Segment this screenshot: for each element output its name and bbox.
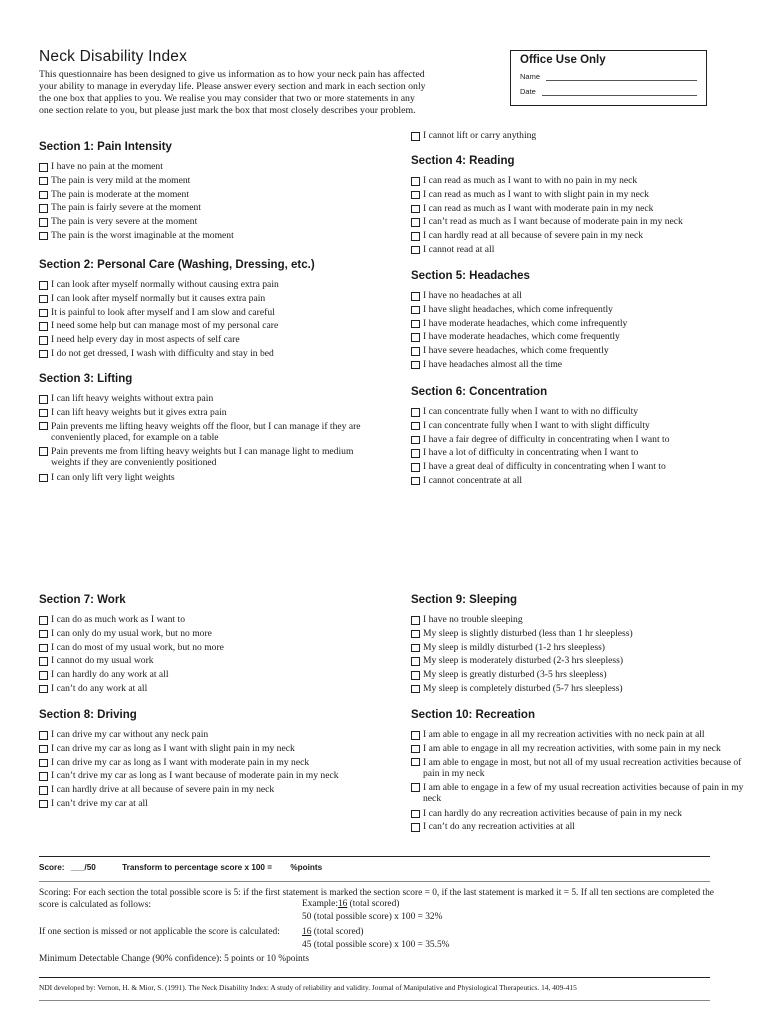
option-item[interactable]: I can drive my car as long as I want with slight pain in my neck — [39, 742, 339, 756]
section-sleeping — [411, 594, 633, 696]
checkbox-icon[interactable] — [39, 395, 48, 404]
option-item[interactable]: I can’t do any recreation activities at all — [411, 820, 757, 834]
checkbox-icon[interactable] — [39, 447, 48, 456]
section-work — [39, 594, 224, 696]
option-item[interactable]: I can’t do any work at all — [39, 682, 224, 696]
checkbox-icon[interactable] — [411, 783, 420, 792]
option-item[interactable]: I can do as much work as I want to — [39, 613, 224, 627]
checkbox-icon[interactable] — [39, 295, 48, 304]
score-label: Score: — [39, 863, 65, 872]
checkbox-icon[interactable] — [39, 616, 48, 625]
section-title: Section 9: Sleeping — [411, 594, 518, 606]
option-item[interactable]: I have a lot of difficulty in concentrating when I want to — [411, 446, 670, 460]
checkbox-icon[interactable] — [411, 758, 420, 767]
checkbox-icon[interactable] — [39, 204, 48, 213]
checkbox-icon[interactable] — [411, 232, 420, 241]
citation-footer: NDI developed by: Vernon, H. & Mior, S. (1991). The Neck Disability Index: A study of reliability and validity. Journal of Manipulative and Physiological Therapeutics. 14, 409-415 — [39, 983, 577, 992]
option-item[interactable]: I can drive my car without any neck pain — [39, 728, 339, 742]
footer-bottom-divider — [39, 1000, 710, 1001]
option-item[interactable]: I can only do my usual work, but no more — [39, 627, 224, 641]
option-item[interactable]: I am able to engage in a few of my usual recreation activities because of pain in my neck — [411, 781, 757, 804]
missed-value: 16 — [302, 927, 312, 937]
option-item[interactable]: I have no trouble sleeping — [411, 613, 633, 627]
checkbox-icon[interactable] — [411, 449, 420, 458]
option-item[interactable]: I can’t read as much as I want because of moderate pain in my neck — [411, 215, 683, 229]
checkbox-icon[interactable] — [411, 823, 420, 832]
minimum-detectable-change: Minimum Detectable Change (90% confidence): 5 points or 10 %points — [39, 954, 309, 964]
section-recreation — [411, 709, 757, 834]
option-item[interactable]: I need help every day in most aspects of self care — [39, 333, 315, 347]
example-formula: 50 (total possible score) x 100 = 32% — [302, 912, 443, 922]
checkbox-icon[interactable] — [39, 759, 48, 768]
checkbox-icon[interactable] — [39, 657, 48, 666]
section-title: Section 6: Concentration — [411, 386, 548, 398]
option-item[interactable]: I am able to engage in all my recreation activities, with some pain in my neck — [411, 742, 757, 756]
checkbox-icon[interactable] — [39, 671, 48, 680]
option-item[interactable]: My sleep is mildly disturbed (1-2 hrs sleepless) — [411, 641, 633, 655]
checkbox-icon[interactable] — [39, 163, 48, 172]
checkbox-icon[interactable] — [39, 309, 48, 318]
checkbox-icon[interactable] — [411, 205, 420, 214]
checkbox-icon[interactable] — [411, 810, 420, 819]
option-item[interactable]: I can do most of my usual work, but no more — [39, 641, 224, 655]
option-item[interactable]: I can read as much as I want to with slight pain in my neck — [411, 188, 683, 202]
checkbox-icon[interactable] — [411, 616, 420, 625]
checkbox-icon[interactable] — [39, 731, 48, 740]
option-item[interactable]: The pain is fairly severe at the moment — [39, 201, 234, 215]
checkbox-icon[interactable] — [39, 350, 48, 359]
checkbox-icon[interactable] — [39, 685, 48, 694]
option-item[interactable]: I have moderate headaches, which come infrequently — [411, 317, 627, 331]
section-title: Section 10: Recreation — [411, 709, 535, 721]
score-field[interactable]: ___/50 — [70, 863, 96, 872]
checkbox-icon[interactable] — [39, 772, 48, 781]
checkbox-icon[interactable] — [39, 191, 48, 200]
office-date-label: Date — [520, 87, 536, 96]
option-item[interactable]: The pain is moderate at the moment — [39, 188, 234, 202]
missed-scored-label: (total scored) — [311, 927, 364, 937]
checkbox-icon[interactable] — [39, 177, 48, 186]
checkbox-icon[interactable] — [411, 132, 420, 141]
checkbox-icon[interactable] — [39, 409, 48, 418]
missed-formula: 45 (total possible score) x 100 = 35.5% — [302, 940, 450, 950]
section-title: Section 4: Reading — [411, 155, 515, 167]
points-label: %points — [290, 863, 323, 872]
option-item[interactable]: I can only lift very light weights — [39, 471, 379, 485]
checkbox-icon[interactable] — [411, 422, 420, 431]
section-reading — [411, 155, 683, 257]
checkbox-icon[interactable] — [411, 246, 420, 255]
option-item[interactable]: I can’t drive my car as long as I want because of moderate pain in my neck — [39, 769, 339, 783]
section-title: Section 3: Lifting — [39, 373, 133, 385]
option-item[interactable]: It is painful to look after myself and I am slow and careful — [39, 306, 315, 320]
option-item[interactable]: I do not get dressed, I wash with difficulty and stay in bed — [39, 347, 315, 361]
option-item[interactable]: I have slight headaches, which come infrequently — [411, 303, 627, 317]
office-date-field[interactable] — [542, 87, 697, 96]
section-title: Section 1: Pain Intensity — [39, 141, 172, 153]
checkbox-icon[interactable] — [411, 657, 420, 666]
checkbox-icon[interactable] — [39, 800, 48, 809]
example-value: 16 — [337, 899, 348, 909]
checkbox-icon[interactable] — [39, 786, 48, 795]
option-item[interactable]: I can lift heavy weights without extra pain — [39, 392, 379, 406]
option-item[interactable]: I cannot do my usual work — [39, 654, 224, 668]
option-item[interactable]: I have headaches almost all the time — [411, 358, 627, 372]
footer-divider — [39, 977, 710, 978]
intro-text: This questionnaire has been designed to give us information as to how your neck pain has affected your ability to manage in everyday life. Please answer every section and mark in each section only the one box that applies to you. We realise you may consider that two or more statements in any one section relate to you, but please just mark the box that most closely describes your problem. — [39, 69, 426, 116]
checkbox-icon[interactable] — [411, 745, 420, 754]
checkbox-icon[interactable] — [411, 191, 420, 200]
missed-scored-row — [302, 927, 363, 937]
checkbox-icon[interactable] — [411, 436, 420, 445]
checkbox-icon[interactable] — [39, 336, 48, 345]
checkbox-icon[interactable] — [39, 644, 48, 653]
option-item[interactable]: I have no headaches at all — [411, 289, 627, 303]
scoring-instructions: Scoring: For each section the total possible score is 5: if the first statement is marked the section score = 0, if the last statement is marked it = 5. If all ten sections are completed the score is calculated as follows: — [39, 888, 714, 910]
checkbox-icon[interactable] — [39, 422, 48, 431]
office-use-box — [510, 50, 707, 106]
option-item[interactable]: I can hardly do any work at all — [39, 668, 224, 682]
option-item[interactable]: My sleep is slightly disturbed (less than 1 hr sleepless) — [411, 627, 633, 641]
section-pain-intensity — [39, 141, 234, 243]
option-item[interactable]: I can’t drive my car at all — [39, 797, 339, 811]
section-lifting — [39, 373, 379, 484]
option-item[interactable]: I am able to engage in all my recreation activities with no neck pain at all — [411, 728, 757, 742]
option-item[interactable]: I cannot read at all — [411, 243, 683, 257]
missed-section-text: If one section is missed or not applicable the score is calculated: — [39, 927, 280, 937]
option-item[interactable]: I can lift heavy weights but it gives extra pain — [39, 406, 379, 420]
option-item[interactable]: I can concentrate fully when I want to with no difficulty — [411, 405, 670, 419]
checkbox-icon[interactable] — [39, 474, 48, 483]
score-line — [39, 863, 322, 872]
option-item[interactable]: I have moderate headaches, which come frequently — [411, 330, 627, 344]
section-title: Section 2: Personal Care (Washing, Dressing, etc.) — [39, 259, 315, 271]
checkbox-icon[interactable] — [411, 333, 420, 342]
option-item[interactable]: My sleep is moderately disturbed (2-3 hrs sleepless) — [411, 654, 633, 668]
option-item[interactable]: I have a great deal of difficulty in concentrating when I want to — [411, 460, 670, 474]
option-item[interactable]: I cannot lift or carry anything — [411, 129, 536, 143]
option-item[interactable]: I have severe headaches, which come frequently — [411, 344, 627, 358]
checkbox-icon[interactable] — [411, 408, 420, 417]
score-top-divider — [39, 856, 710, 857]
checkbox-icon[interactable] — [411, 306, 420, 315]
example-scored-label: (total scored) — [347, 899, 400, 909]
checkbox-icon[interactable] — [411, 218, 420, 227]
checkbox-icon[interactable] — [39, 322, 48, 331]
option-item[interactable]: I can concentrate fully when I want to with slight difficulty — [411, 419, 670, 433]
checkbox-icon[interactable] — [411, 347, 420, 356]
checkbox-icon[interactable] — [411, 731, 420, 740]
checkbox-icon[interactable] — [39, 281, 48, 290]
checkbox-icon[interactable] — [411, 463, 420, 472]
checkbox-icon[interactable] — [39, 630, 48, 639]
option-item[interactable]: My sleep is greatly disturbed (3-5 hrs sleepless) — [411, 668, 633, 682]
checkbox-icon[interactable] — [411, 320, 420, 329]
section-personal-care — [39, 259, 315, 361]
checkbox-icon[interactable] — [411, 177, 420, 186]
option-item[interactable]: I can look after myself normally but it causes extra pain — [39, 292, 315, 306]
option-item[interactable]: I can read as much as I want to with no pain in my neck — [411, 174, 683, 188]
option-item[interactable]: Pain prevents me lifting heavy weights off the floor, but I can manage if they are conveniently placed, for example on a table — [39, 420, 379, 443]
section-title: Section 7: Work — [39, 594, 126, 606]
checkbox-icon[interactable] — [39, 232, 48, 241]
office-use-title: Office Use Only — [520, 54, 606, 66]
option-item[interactable]: I cannot concentrate at all — [411, 474, 670, 488]
option-item[interactable]: The pain is very mild at the moment — [39, 174, 234, 188]
option-item[interactable]: The pain is the worst imaginable at the moment — [39, 229, 234, 243]
checkbox-icon[interactable] — [411, 361, 420, 370]
section-headaches — [411, 270, 627, 372]
checkbox-icon[interactable] — [411, 630, 420, 639]
section-driving — [39, 709, 339, 811]
option-item[interactable]: I can hardly drive at all because of severe pain in my neck — [39, 783, 339, 797]
example-scored-row — [302, 899, 399, 909]
page-title: Neck Disability Index — [39, 48, 188, 65]
office-name-label: Name — [520, 72, 541, 81]
section-title: Section 8: Driving — [39, 709, 137, 721]
option-item[interactable]: I can hardly read at all because of severe pain in my neck — [411, 229, 683, 243]
option-item[interactable]: I can look after myself normally without causing extra pain — [39, 278, 315, 292]
checkbox-icon[interactable] — [411, 292, 420, 301]
office-name-row — [520, 72, 697, 81]
option-item[interactable]: I have a fair degree of difficulty in concentrating when I want to — [411, 433, 670, 447]
transform-label: Transform to percentage score x 100 = — [122, 863, 273, 872]
checkbox-icon[interactable] — [39, 745, 48, 754]
option-item[interactable]: I can read as much as I want with moderate pain in my neck — [411, 202, 683, 216]
section-title: Section 5: Headaches — [411, 270, 530, 282]
option-item[interactable]: Pain prevents me from lifting heavy weights but I can manage light to medium weights if they are conveniently positioned — [39, 445, 379, 468]
option-item[interactable]: My sleep is completely disturbed (5-7 hrs sleepless) — [411, 682, 633, 696]
office-date-row — [520, 87, 697, 96]
example-label: Example: — [302, 899, 338, 909]
option-item[interactable]: I can drive my car as long as I want with moderate pain in my neck — [39, 756, 339, 770]
option-item[interactable]: I have no pain at the moment — [39, 160, 234, 174]
option-item[interactable]: I can hardly do any recreation activities because of pain in my neck — [411, 807, 757, 821]
checkbox-icon[interactable] — [39, 218, 48, 227]
office-name-field[interactable] — [546, 72, 697, 81]
checkbox-icon[interactable] — [411, 671, 420, 680]
checkbox-icon[interactable] — [411, 477, 420, 486]
option-item[interactable]: I am able to engage in most, but not all of my usual recreation activities because of pain in my neck — [411, 756, 757, 779]
section-concentration — [411, 386, 670, 488]
option-item[interactable]: I need some help but can manage most of my personal care — [39, 319, 315, 333]
score-mid-divider — [39, 881, 710, 882]
option-item[interactable]: The pain is very severe at the moment — [39, 215, 234, 229]
checkbox-icon[interactable] — [411, 644, 420, 653]
checkbox-icon[interactable] — [411, 685, 420, 694]
